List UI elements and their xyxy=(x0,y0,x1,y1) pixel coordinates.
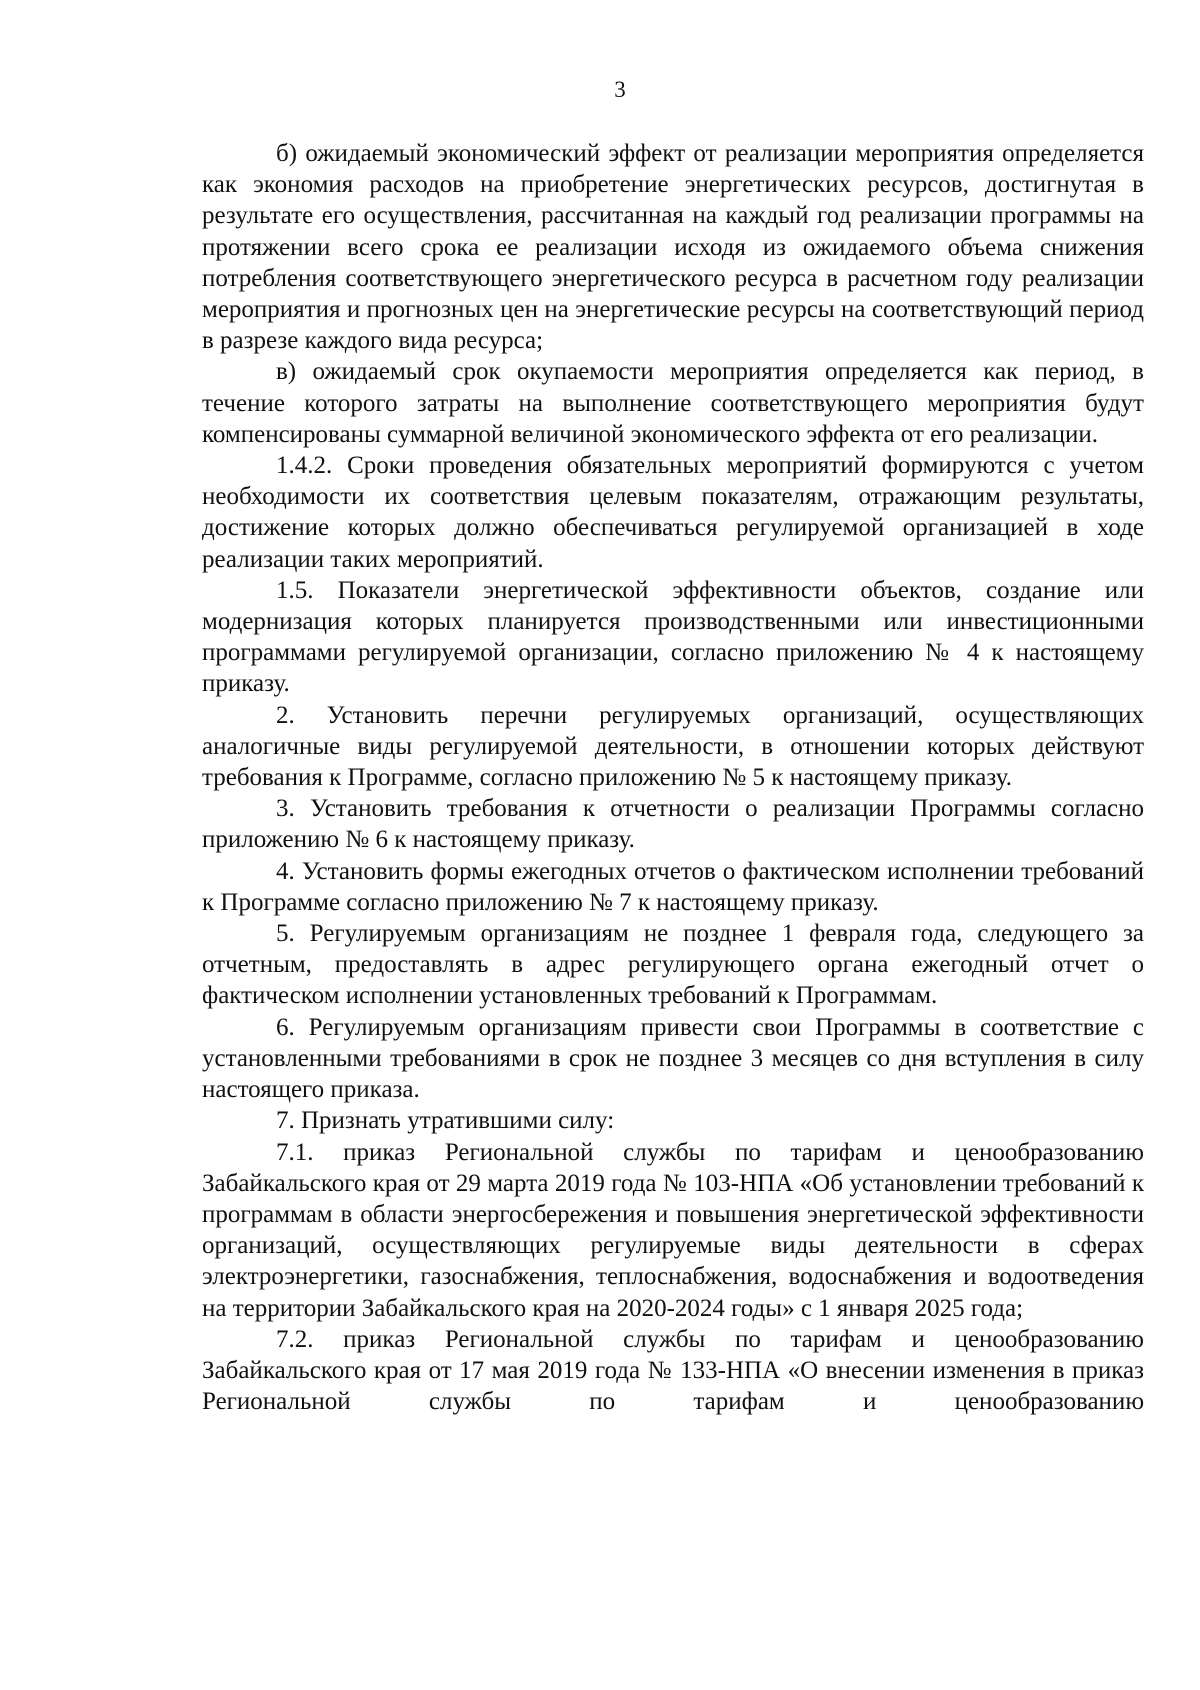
paragraph-4: 4. Установить формы ежегодных отчетов о фактическом исполнении требований к Программе согласно приложению № 7 к настоящему приказу. xyxy=(202,857,1144,916)
paragraph-3: 3. Установить требования к отчетности о реализации Программы согласно приложению № 6 к настоящему приказу. xyxy=(202,795,1144,854)
paragraph-1-5: 1.5. Показатели энергетической эффективности объектов, создание или модернизация которых планируется производственными или инвестиционными программами регулируемой организации, согласно приложению № 4 к настоящему приказу. xyxy=(202,576,1144,698)
page-number: 3 xyxy=(614,77,626,102)
paragraph-7: 7. Признать утратившими силу: xyxy=(276,1107,615,1135)
paragraph-5: 5. Регулируемым организациям не позднее 1 февраля года, следующего за отчетным, предоставлять в адрес регулирующего органа ежегодный отчет о фактическом исполнении установленных требований к Программам. xyxy=(202,920,1144,1010)
document-body xyxy=(202,138,1144,1417)
paragraph-7-2: 7.2. приказ Региональной службы по тарифам и ценообразованию Забайкальского края от 17 мая 2019 года № 133-НПА «О внесении изменения в приказ Региональной службы по тарифам и ценообразованию xyxy=(202,1325,1144,1416)
paragraph-1-4-2: 1.4.2. Сроки проведения обязательных мероприятий формируются с учетом необходимости их соответствия целевым показателям, отражающим результаты, достижение которых должно обеспечиваться регулируемой организацией в ходе реализации таких мероприятий. xyxy=(202,452,1144,573)
paragraph-2: 2. Установить перечни регулируемых организаций, осуществляющих аналогичные виды регулируемой деятельности, в отношении которых действуют требования к Программе, согласно приложению № 5 к настоящему приказу. xyxy=(202,701,1144,792)
paragraph-v: в) ожидаемый срок окупаемости мероприятия определяется как период, в течение которого затраты на выполнение соответствующего мероприятия будут компенсированы суммарной величиной экономического эффекта от его реализации. xyxy=(202,358,1144,448)
paragraph-6: 6. Регулируемым организациям привести свои Программы в соответствие с установленными требованиями в срок не позднее 3 месяцев со дня вступления в силу настоящего приказа. xyxy=(202,1013,1144,1104)
paragraph-b: б) ожидаемый экономический эффект от реализации мероприятия определяется как экономия расходов на приобретение энергетических ресурсов, достигнутая в результате его осуществления, рассчитанная на каждый год реализации программы на протяжении всего срока ее реализации исходя из ожидаемого объема снижения потребления соответствующего энергетического ресурса в расчетном году реализации мероприятия и прогнозных цен на энергетические ресурсы на соответствующий период в разрезе каждого вида ресурса; xyxy=(202,140,1144,355)
paragraph-7-1: 7.1. приказ Региональной службы по тарифам и ценообразованию Забайкальского края от 29 марта 2019 года № 103-НПА «Об установлении требований к программам в области энергосбережения и повышения энергетической эффективности организаций, осуществляющих регулируемые виды деятельности в сферах электроэнергетики, газоснабжения, теплоснабжения, водоснабжения и водоотведения на территории Забайкальского края на 2020-2024 годы» с 1 января 2025 года; xyxy=(202,1138,1144,1322)
